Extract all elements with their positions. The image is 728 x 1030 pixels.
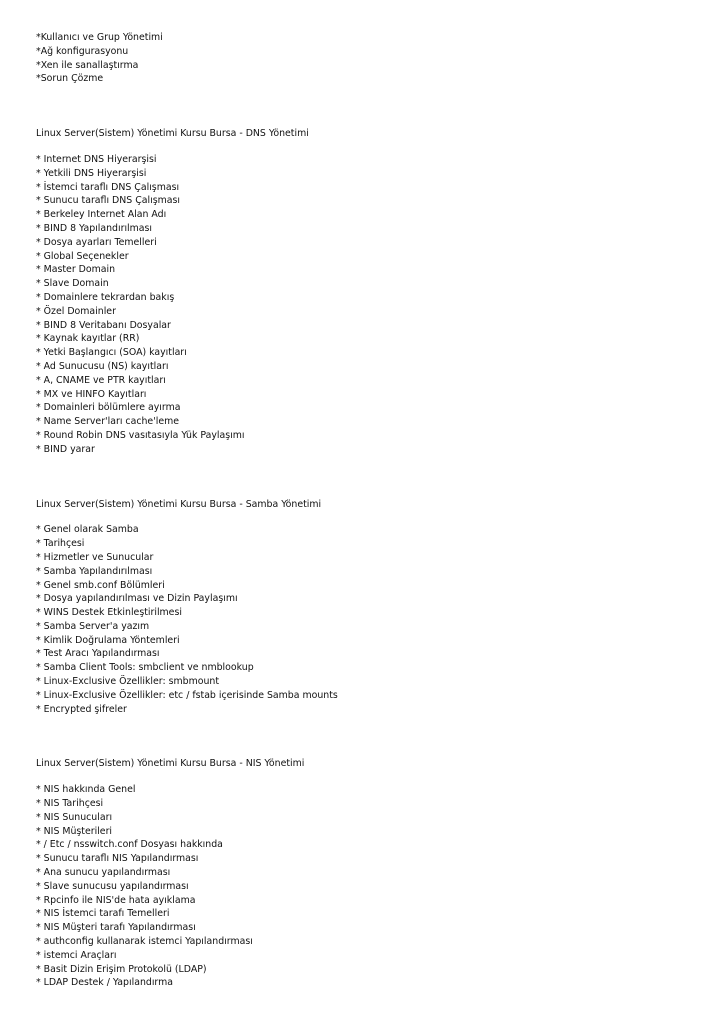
list-item: * Samba Yapılandırılması: [36, 565, 153, 577]
list-item: * WINS Destek Etkinleştirilmesi: [36, 607, 182, 619]
list-item: * Samba Server'a yazım: [36, 620, 150, 632]
list-item: *Kullanıcı ve Grup Yönetimi: [36, 32, 163, 43]
list-item: *Xen ile sanallaştırma: [36, 59, 139, 71]
samba-list: [36, 523, 696, 716]
list-item: * Global Seçenekler: [36, 250, 129, 262]
list-item: * Basit Dizin Erişim Protokolü (LDAP): [36, 963, 207, 975]
list-item: *Sorun Çözme: [36, 73, 104, 85]
list-item: * Master Domain: [36, 264, 116, 276]
list-item: * MX ve HINFO Kayıtları: [36, 388, 147, 400]
spacer: [36, 457, 696, 498]
list-item: * Test Aracı Yapılandırması: [36, 648, 160, 660]
list-item: * Berkeley Internet Alan Adı: [36, 209, 167, 221]
list-item: * istemci Araçları: [36, 949, 117, 961]
list-item: * NIS Tarihçesi: [36, 798, 104, 810]
list-item: * A, CNAME ve PTR kayıtları: [36, 374, 166, 386]
list-item: * NIS hakkında Genel: [36, 784, 136, 796]
list-item: * NIS Sunucuları: [36, 811, 113, 823]
list-item: * Sunucu taraflı NIS Yapılandırması: [36, 853, 199, 865]
spacer: [36, 511, 696, 523]
list-item: * Tarihçesi: [36, 538, 85, 550]
list-item: * Hizmetler ve Sunucular: [36, 551, 154, 563]
list-item: * Name Server'ları cache'leme: [36, 416, 180, 428]
list-item: * Ana sunucu yapılandırması: [36, 867, 171, 879]
list-item: * Kaynak kayıtlar (RR): [36, 333, 140, 345]
list-item: * Ad Sunucusu (NS) kayıtları: [36, 360, 169, 372]
list-item: * authconfig kullanarak istemci Yapılandırması: [36, 936, 253, 948]
list-item: * Slave Domain: [36, 278, 109, 290]
list-item: * Yetki Başlangıcı (SOA) kayıtları: [36, 347, 187, 359]
list-item: * Kimlik Doğrulama Yöntemleri: [36, 634, 180, 646]
dns-list: [36, 153, 696, 457]
intro-list: [36, 31, 696, 86]
spacer: [36, 716, 696, 757]
list-item: * Dosya yapılandırılması ve Dizin Paylaşımı: [36, 593, 238, 605]
list-item: * BIND 8 Veritabanı Dosyalar: [36, 319, 171, 331]
spacer: [36, 86, 696, 127]
list-item: * NIS Müşteri tarafı Yapılandırması: [36, 922, 196, 934]
section-title-samba: Linux Server(Sistem) Yönetimi Kursu Bursa - Samba Yönetimi: [36, 498, 322, 510]
list-item: *Ağ konfigurasyonu: [36, 45, 129, 57]
list-item: * İstemci taraflı DNS Çalışması: [36, 181, 180, 193]
list-item: * Sunucu taraflı DNS Çalışması: [36, 195, 180, 207]
spacer: [36, 141, 696, 153]
list-item: * Encrypted şifreler: [36, 703, 127, 715]
list-item: * Dosya ayarları Temelleri: [36, 236, 157, 248]
spacer: [36, 771, 696, 783]
list-item: * Domainleri bölümlere ayırma: [36, 402, 181, 414]
list-item: * Rpcinfo ile NIS'de hata ayıklama: [36, 894, 196, 906]
nis-list: [36, 783, 696, 990]
list-item: * Round Robin DNS vasıtasıyla Yük Paylaşımı: [36, 429, 245, 441]
list-item: * / Etc / nsswitch.conf Dosyası hakkında: [36, 839, 223, 851]
list-item: * Yetkili DNS Hiyerarşisi: [36, 167, 147, 179]
section-title-nis: Linux Server(Sistem) Yönetimi Kursu Bursa - NIS Yönetimi: [36, 758, 305, 770]
document-page: [36, 31, 696, 990]
list-item: * NIS Müşterileri: [36, 825, 113, 837]
list-item: * Özel Domainler: [36, 305, 116, 317]
list-item: * BIND yarar: [36, 443, 95, 455]
list-item: * NIS İstemci tarafı Temelleri: [36, 908, 170, 920]
list-item: * Genel smb.conf Bölümleri: [36, 579, 165, 591]
list-item: * LDAP Destek / Yapılandırma: [36, 977, 174, 989]
list-item: * Slave sunucusu yapılandırması: [36, 880, 189, 892]
section-title-dns: Linux Server(Sistem) Yönetimi Kursu Bursa - DNS Yönetimi: [36, 128, 309, 140]
list-item: * Domainlere tekrardan bakış: [36, 291, 175, 303]
list-item: * Linux-Exclusive Özellikler: smbmount: [36, 676, 220, 688]
list-item: * Genel olarak Samba: [36, 524, 139, 536]
list-item: * Samba Client Tools: smbclient ve nmblookup: [36, 662, 254, 674]
list-item: * BIND 8 Yapılandırılması: [36, 222, 153, 234]
list-item: * Internet DNS Hiyerarşisi: [36, 153, 157, 165]
list-item: * Linux-Exclusive Özellikler: etc / fstab içerisinde Samba mounts: [36, 689, 338, 701]
